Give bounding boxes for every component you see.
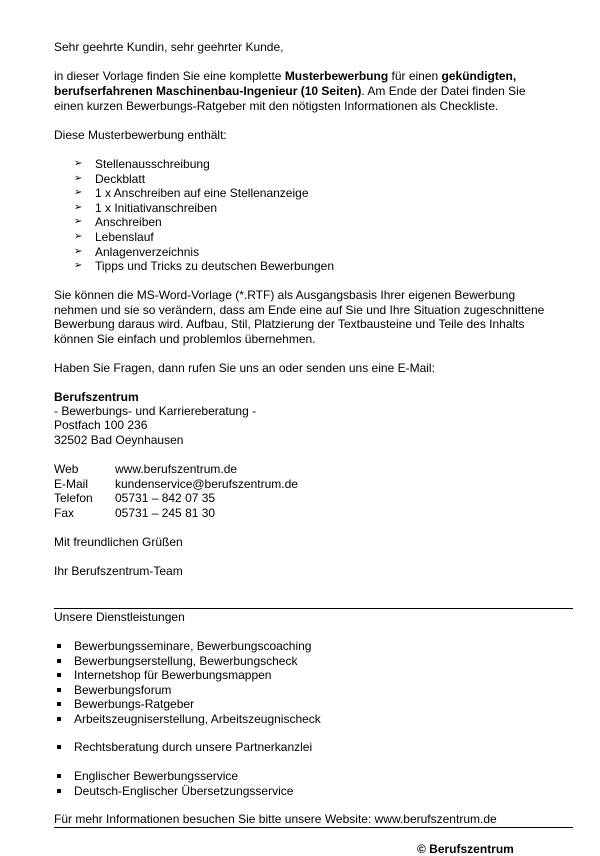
- square-bullet-icon: [57, 659, 61, 663]
- list-item: ➢ Anschreiben: [74, 215, 162, 230]
- contact-row-email: [54, 477, 298, 492]
- footer-text: Für mehr Informationen besuchen Sie bitte unsere Website: www.berufszentrum.de: [54, 812, 497, 826]
- list-item: Bewerbungserstellung, Bewerbungscheck: [54, 654, 321, 669]
- square-bullet-icon: [57, 789, 61, 793]
- intro-bold-gekuendigt: gekündigten,: [441, 69, 517, 83]
- list-item: ➢ Anlagenverzeichnis: [74, 244, 200, 259]
- company-postbox: Postfach 100 236: [54, 418, 148, 432]
- arrow-bullet-icon: ➢: [74, 172, 83, 184]
- arrow-bullet-icon: ➢: [74, 230, 83, 242]
- list-item: Deutsch-Englischer Übersetzungsservice: [54, 784, 293, 799]
- website-link[interactable]: www.berufszentrum.de: [115, 462, 238, 476]
- phone-number: 05731 – 842 07 35: [115, 491, 216, 506]
- intro-text: . Am Ende der Datei finden Sie: [361, 84, 526, 98]
- intro-bold-musterbewerbung: Musterbewerbung: [284, 69, 389, 83]
- list-item: Rechtsberatung durch unsere Partnerkanzlei: [54, 740, 312, 755]
- company-subtitle: - Bewerbungs- und Karriereberatung -: [54, 404, 257, 418]
- contents-heading: Diese Musterbewerbung enthält:: [54, 128, 227, 142]
- services-heading: Unsere Dienstleistungen: [54, 610, 185, 624]
- square-bullet-icon: [57, 717, 61, 721]
- square-bullet-icon: [57, 673, 61, 677]
- services-list-3: [54, 769, 293, 798]
- usage-line-2: nehmen und sie so verändern, dass am Ende eine auf Sie und Ihre Situation zugeschnittene: [54, 303, 545, 317]
- contents-list: [54, 157, 334, 274]
- list-item: Internetshop für Bewerbungsmappen: [54, 668, 321, 683]
- closing: Mit freundlichen Grüßen: [54, 535, 183, 549]
- arrow-bullet-icon: ➢: [74, 245, 83, 257]
- questions-text: Haben Sie Fragen, dann rufen Sie uns an oder senden uns eine E-Mail:: [54, 361, 435, 375]
- company-city: 32502 Bad Oeynhausen: [54, 433, 184, 447]
- square-bullet-icon: [57, 745, 61, 749]
- email-link[interactable]: kundenservice@berufszentrum.de: [115, 476, 298, 491]
- square-bullet-icon: [57, 702, 61, 706]
- intro-text: für einen: [388, 69, 442, 83]
- intro-bold-ingenieur: berufserfahrenen Maschinenbau-Ingenieur (10 Seiten): [54, 84, 362, 98]
- divider-top: [54, 608, 573, 609]
- list-item: Englischer Bewerbungsservice: [54, 769, 293, 784]
- contact-label: Telefon: [54, 491, 93, 506]
- company-name: Berufszentrum: [54, 390, 139, 404]
- usage-line-4: können Sie einfach und problemlos übernehmen.: [54, 332, 316, 346]
- fax-number: 05731 – 245 81 30: [115, 505, 216, 520]
- list-item: ➢ Tipps und Tricks zu deutschen Bewerbungen: [74, 259, 335, 274]
- list-item: Bewerbungsforum: [54, 683, 321, 698]
- arrow-bullet-icon: ➢: [74, 187, 83, 199]
- usage-line-3: Bewerbung daraus wird. Aufbau, Stil, Platzierung der Textbausteine und Teile des Inhalts: [54, 317, 525, 331]
- contact-label: Web: [54, 462, 79, 476]
- intro-line-1: [54, 69, 516, 84]
- usage-line-1: Sie können die MS-Word-Vorlage (*.RTF) als Ausgangsbasis Ihrer eigenen Bewerbung: [54, 288, 516, 302]
- arrow-bullet-icon: ➢: [74, 216, 83, 228]
- list-item: ➢ Stellenausschreibung: [74, 157, 210, 171]
- contact-label: E-Mail: [54, 476, 89, 491]
- signature: Ihr Berufszentrum-Team: [54, 564, 183, 578]
- list-item: Arbeitszeugniserstellung, Arbeitszeugnischeck: [54, 712, 321, 727]
- list-item: ➢ 1 x Anschreiben auf eine Stellenanzeige: [74, 186, 309, 201]
- contact-row-phone: [54, 491, 298, 506]
- list-item: ➢ Deckblatt: [74, 171, 146, 186]
- contact-label: Fax: [54, 505, 75, 520]
- list-item: Bewerbungs-Ratgeber: [54, 697, 321, 712]
- contact-block: [54, 462, 298, 520]
- divider-bottom: [54, 827, 573, 828]
- contact-row-fax: [54, 506, 298, 521]
- arrow-bullet-icon: ➢: [74, 201, 83, 213]
- arrow-bullet-icon: ➢: [74, 158, 83, 169]
- services-list-1: [54, 639, 321, 727]
- copyright: © Berufszentrum: [417, 842, 514, 856]
- square-bullet-icon: [57, 644, 61, 648]
- intro-line-2: [54, 84, 526, 99]
- square-bullet-icon: [57, 774, 61, 778]
- list-item: ➢ Lebenslauf: [74, 229, 154, 244]
- contact-row-web: [54, 462, 298, 477]
- greeting: Sehr geehrte Kundin, sehr geehrter Kunde,: [54, 40, 284, 54]
- list-item: Bewerbungsseminare, Bewerbungscoaching: [54, 639, 321, 654]
- intro-line-3: einen kurzen Bewerbungs-Ratgeber mit den nötigsten Informationen als Checkliste.: [54, 99, 499, 113]
- list-item: ➢ 1 x Initiativanschreiben: [74, 200, 218, 215]
- square-bullet-icon: [57, 688, 61, 692]
- intro-text: in dieser Vorlage finden Sie eine komplette: [54, 69, 285, 83]
- services-list-2: [54, 740, 312, 755]
- arrow-bullet-icon: ➢: [74, 260, 83, 272]
